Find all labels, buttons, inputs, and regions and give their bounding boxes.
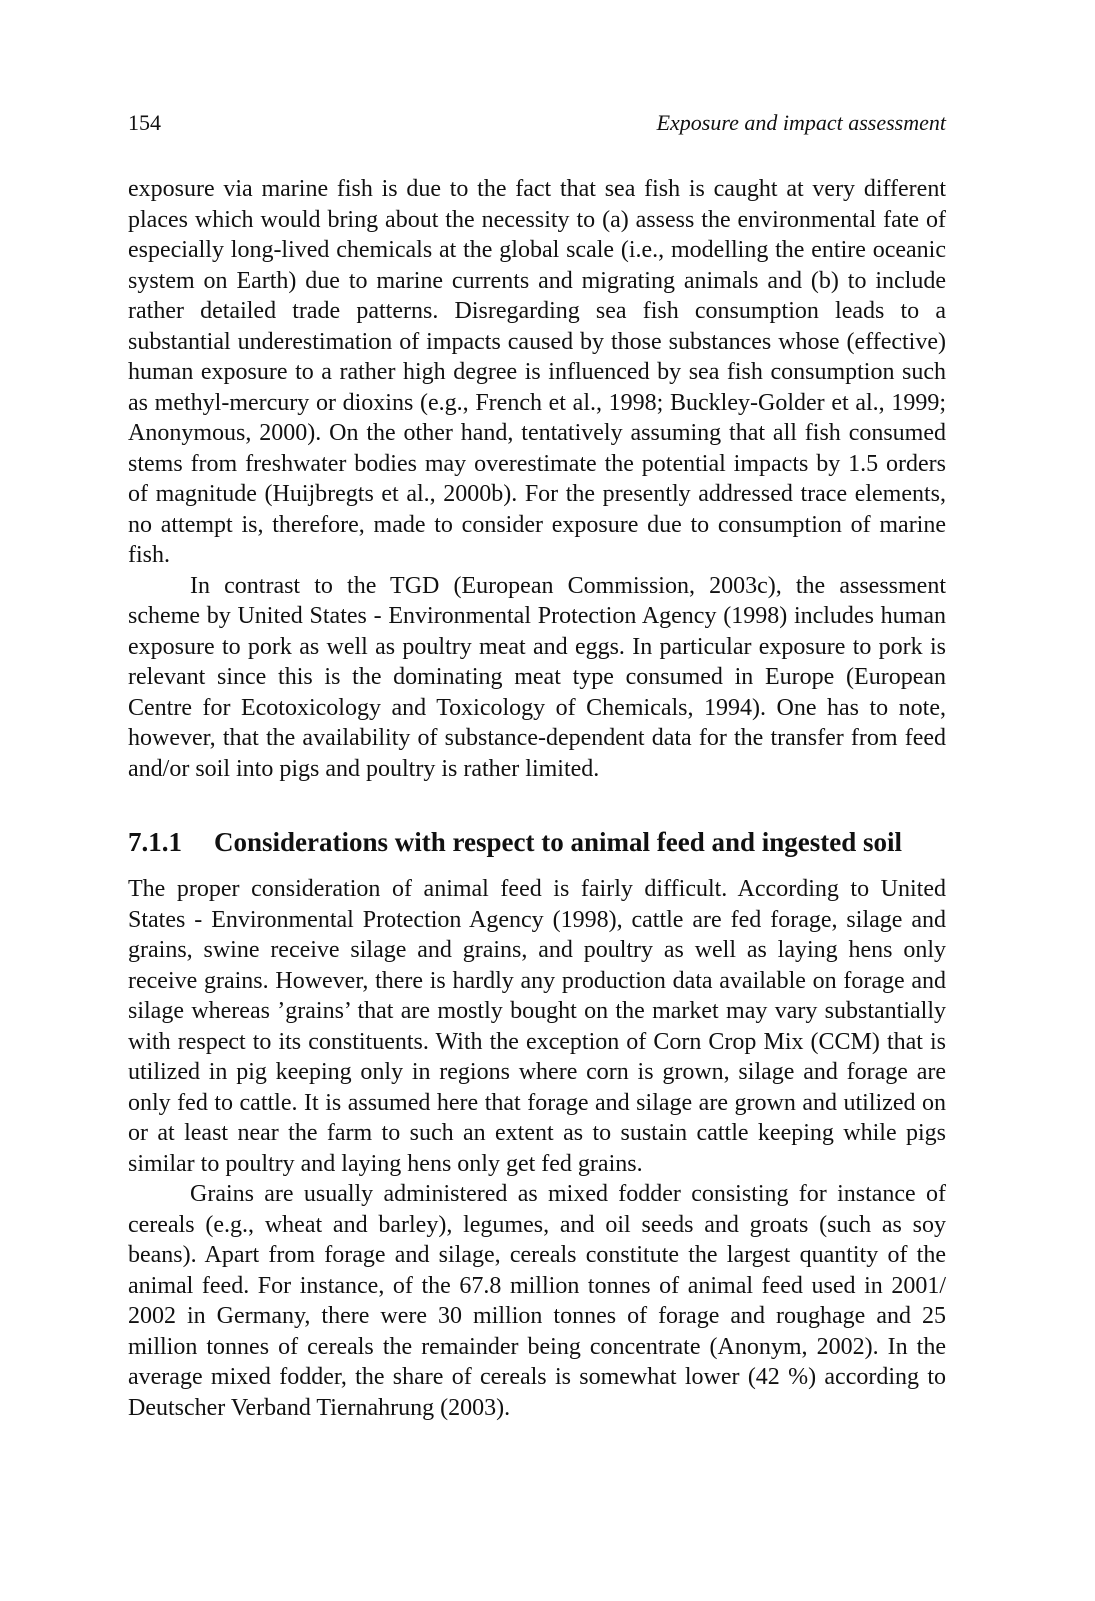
body-text [128, 174, 946, 1423]
section-number: 7.1.1 [128, 827, 182, 857]
running-header [128, 108, 946, 138]
paragraph-animal-feed: The proper consideration of animal feed is fairly difficult. According to United States - Environmental Protection Agency (1998), cattle are fed forage, silage and grains, swine receive silage and grains, and poultry as well as laying hens only receive grains. However, there is hardly any production data available on forage and silage whereas ’grains’ that are mostly bought on the market may vary substantially with respect to its constituents. With the exception of Corn Crop Mix (CCM) that is utilized in pig keeping only in regions where corn is grown, silage and forage are only fed to cattle. It is assumed here that forage and silage are grown and utilized on or at least near the farm to such an extent as to sustain cattle keeping while pigs similar to poultry and laying hens only get fed grains. [128, 876, 946, 1177]
paragraph-pork-poultry: In contrast to the TGD (European Commission, 2003c), the assessment scheme by United States - Environmental Protection Agency (1998) includes human exposure to pork as well as poultry meat and eggs. In particular exposure to pork is relevant since this is the dominating meat type consumed in Europe (European Centre for Ecotoxicology and Toxicology of Chemicals, 1994). One has to note, however, that the availability of substance-dependent data for the transfer from feed and/or soil into pigs and poultry is rather limited. [128, 572, 946, 782]
paragraph-marine-fish: exposure via marine fish is due to the fact that sea fish is caught at very different places which would bring about the necessity to (a) assess the environmental fate of especially long-lived chemicals at the global scale (i.e., modelling the entire oceanic system on Earth) due to marine currents and migrating animals and (b) to include rather detailed trade patterns. Disregarding sea fish consumption leads to a substantial underestimation of impacts caused by those substances whose (effective) human exposure to a rather high degree is influenced by sea fish consumption such as methyl-mercury or dioxins (e.g., French et al., 1998; Buckley-Golder et al., 1999; Anonymous, 2000). On the other hand, tentatively assuming that all fish consumed stems from freshwater bodies may overestimate the potential impacts by 1.5 orders of magnitude (Huijbregts et al., 2000b). For the presently addressed trace elements, no attempt is, therefore, made to consider exposure due to consumption of marine fish. [128, 176, 946, 568]
page-number: 154 [128, 110, 161, 135]
section-title: Considerations with respect to animal feed and ingested soil [214, 827, 903, 857]
running-title: Exposure and impact assessment [656, 110, 946, 135]
paragraph-grains: Grains are usually administered as mixed fodder consisting for instance of cereals (e.g., wheat and barley), legumes, and oil seeds and groats (such as soy beans). Apart from forage and silage, cereals constitute the largest quantity of the animal feed. For instance, of the 67.8 million tonnes of animal feed used in 2001/​2002 in Germany, there were 30 million tonnes of forage and roughage and 25 million tonnes of cereals the remainder being concentrate (Anonym, 2002). In the average mixed fodder, the share of cereals is somewhat lower (42 %) according to Deutscher Verband Tiernahrung (2003). [128, 1181, 946, 1421]
section-heading [128, 826, 946, 858]
